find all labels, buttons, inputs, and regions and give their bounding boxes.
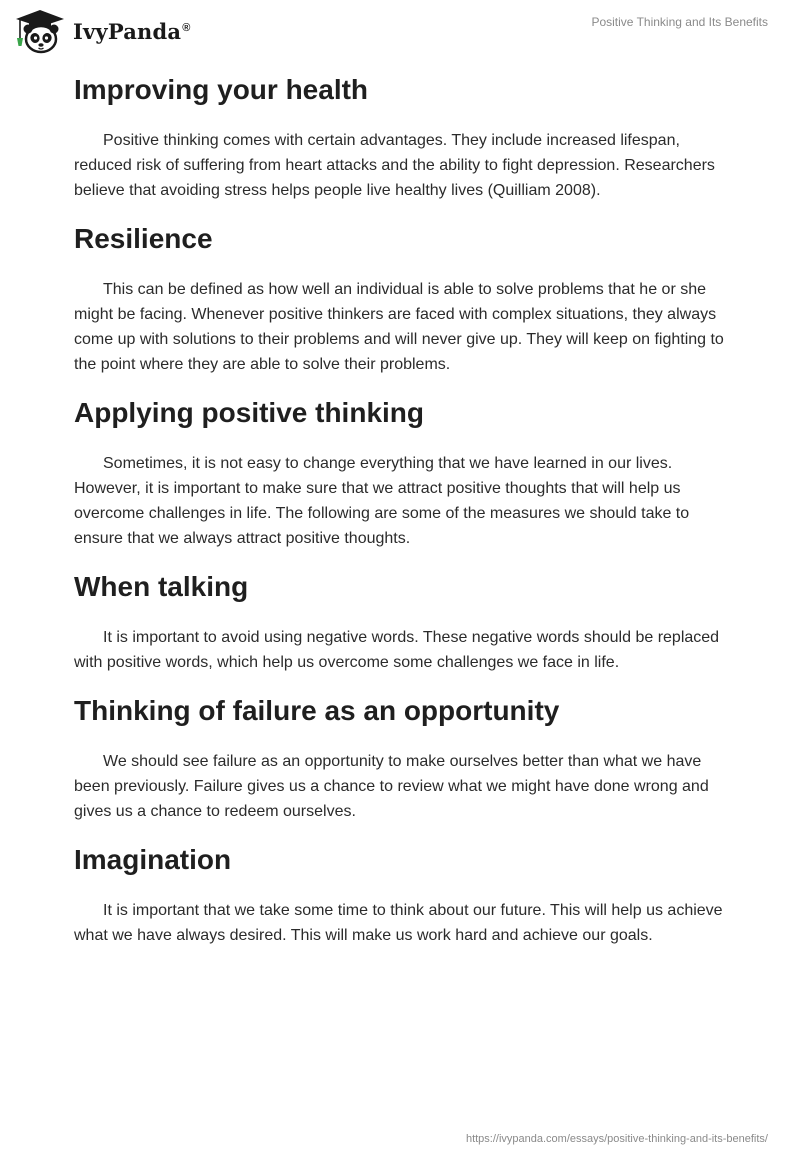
section-paragraph: Positive thinking comes with certain advantages. They include increased lifespan, reduced risk of suffering from heart attacks and the ability to fight depression. Researchers believe that avoiding stress helps people live healthy lives (Quilliam 2008). [74, 132, 715, 199]
page-header [0, 0, 800, 60]
section-paragraph: This can be defined as how well an individual is able to solve problems that he or she might be facing. Whenever positive thinkers are faced with complex situations, they always come up with solutions to their problems and will never give up. They will keep on fighting to the point where they are able to solve their problems. [74, 281, 724, 373]
essay-content [74, 72, 734, 966]
section-paragraph: We should see failure as an opportunity to make ourselves better than what we have been previously. Failure gives us a chance to review what we might have done wrong and gives us a chance to redeem ourselves. [74, 753, 709, 820]
section-heading: Improving your health [74, 74, 369, 105]
document-title: Positive Thinking and Its Benefits [591, 15, 768, 29]
section-paragraph: It is important to avoid using negative words. These negative words should be replaced with positive words, which help us overcome some challenges we face in life. [74, 629, 720, 671]
section-heading: Thinking of failure as an opportunity [74, 695, 560, 726]
logo-wordmark: IvyPanda® [73, 18, 191, 44]
section-heading: Resilience [74, 223, 213, 254]
section-heading: When talking [74, 571, 249, 602]
section-paragraph: Sometimes, it is not easy to change everything that we have learned in our lives. However, it is important to make sure that we attract positive thoughts that will help us overcome challenges in life. The following are some of the measures we should take to ensure that we always attract positive thoughts. [74, 455, 690, 547]
section-heading: Applying positive thinking [74, 397, 424, 428]
source-url[interactable]: https://ivypanda.com/essays/positive-thinking-and-its-benefits/ [465, 1133, 768, 1145]
section-paragraph: It is important that we take some time to think about our future. This will help us achieve what we have always desired. This will make us work hard and achieve our goals. [74, 902, 723, 944]
panda-graduate-icon [14, 8, 66, 54]
ivypanda-logo[interactable] [14, 8, 191, 54]
section-heading: Imagination [74, 844, 232, 875]
